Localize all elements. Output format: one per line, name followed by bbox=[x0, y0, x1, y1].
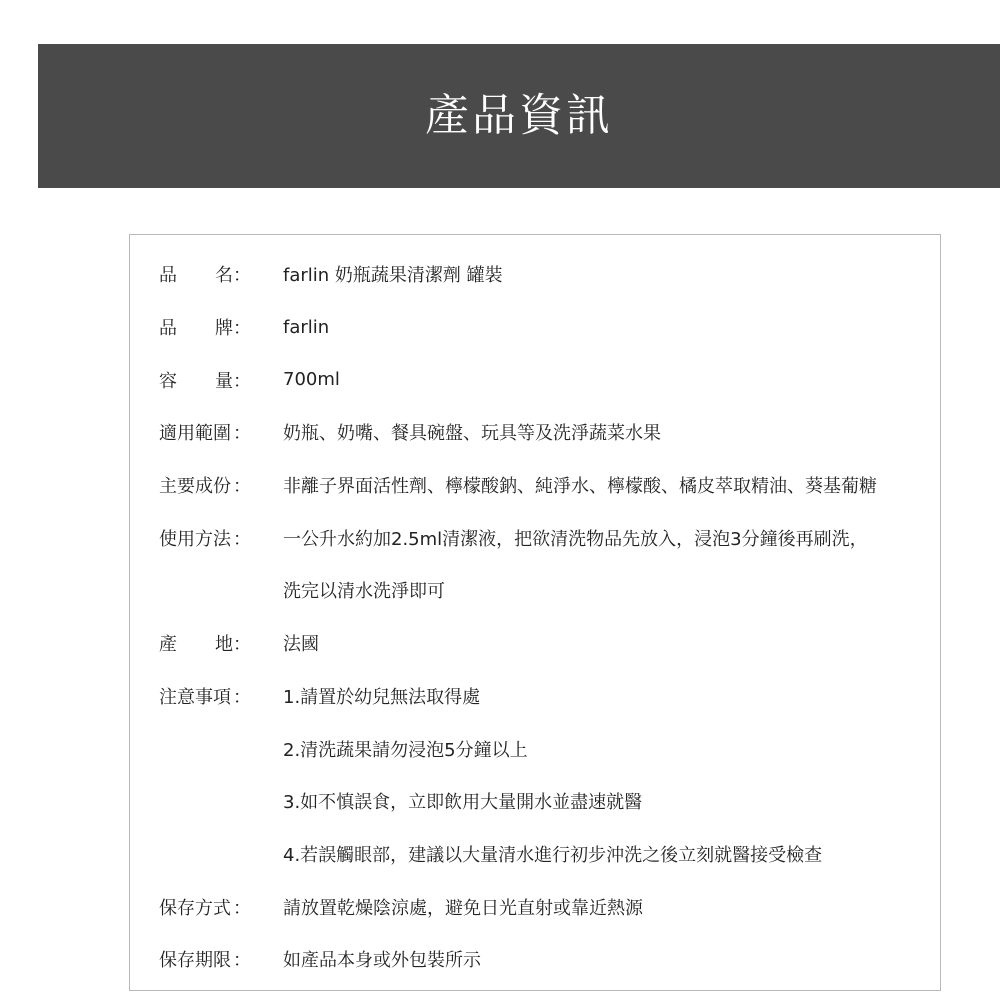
info-label-char: 容 bbox=[159, 370, 177, 392]
info-value: 3.如不慎誤食，立即飲用大量開水並盡速就醫 bbox=[283, 792, 643, 814]
product-info-table bbox=[129, 234, 941, 991]
info-label-char: 適用範圍 bbox=[159, 423, 231, 445]
info-label bbox=[159, 683, 251, 709]
info-value: 如產品本身或外包裝所示 bbox=[283, 950, 481, 972]
info-value: farlin 奶瓶蔬果清潔劑 罐裝 bbox=[283, 265, 503, 287]
info-label-text bbox=[159, 525, 233, 551]
info-label-char: 牌 bbox=[215, 318, 233, 340]
info-value: 非離子界面活性劑、檸檬酸鈉、純淨水、檸檬酸、橘皮萃取精油、葵基葡糖 bbox=[283, 476, 877, 498]
info-row bbox=[130, 880, 940, 933]
info-label-colon: ： bbox=[233, 528, 251, 550]
info-label-colon: ： bbox=[233, 476, 251, 498]
info-value: 一公升水約加2.5ml清潔液，把欲清洗物品先放入，浸泡3分鐘後再刷洗， bbox=[283, 528, 868, 550]
info-value: 法國 bbox=[283, 634, 319, 656]
info-row bbox=[130, 353, 940, 406]
info-label-char: 品 bbox=[159, 265, 177, 287]
info-row bbox=[130, 511, 940, 564]
info-label-char: 地 bbox=[215, 634, 233, 656]
info-label-text bbox=[159, 630, 233, 656]
info-label bbox=[159, 630, 251, 656]
info-label bbox=[159, 419, 251, 445]
info-label-colon: ： bbox=[233, 897, 251, 919]
info-value: 2.清洗蔬果請勿浸泡5分鐘以上 bbox=[283, 739, 528, 761]
info-label bbox=[159, 525, 251, 551]
info-label-text bbox=[159, 261, 233, 287]
info-label-colon: ： bbox=[233, 370, 251, 392]
info-row bbox=[130, 670, 940, 723]
info-row bbox=[130, 301, 940, 354]
info-label-colon: ： bbox=[233, 423, 251, 445]
info-label-char: 產 bbox=[159, 634, 177, 656]
info-rows bbox=[130, 248, 940, 986]
header-banner bbox=[38, 44, 1000, 188]
info-label bbox=[159, 261, 251, 287]
info-row bbox=[130, 722, 940, 775]
info-label-colon: ： bbox=[233, 950, 251, 972]
info-row bbox=[130, 248, 940, 301]
info-label bbox=[159, 367, 251, 393]
info-label-char: 注意事項 bbox=[159, 686, 231, 708]
info-label-text bbox=[159, 946, 233, 972]
info-row bbox=[130, 459, 940, 512]
info-label-text bbox=[159, 367, 233, 393]
info-label bbox=[159, 314, 251, 340]
info-label-text bbox=[159, 419, 233, 445]
info-value: 請放置乾燥陰涼處，避免日光直射或靠近熱源 bbox=[283, 897, 643, 919]
info-label-char: 主要成份 bbox=[159, 476, 231, 498]
info-value: 700ml bbox=[283, 369, 340, 391]
info-label-char: 保存期限 bbox=[159, 950, 231, 972]
info-row bbox=[130, 775, 940, 828]
info-label-colon: ： bbox=[233, 265, 251, 287]
info-label bbox=[159, 946, 251, 972]
info-label bbox=[159, 472, 251, 498]
info-row bbox=[130, 617, 940, 670]
info-row bbox=[130, 406, 940, 459]
info-label-colon: ： bbox=[233, 686, 251, 708]
info-label-colon: ： bbox=[233, 318, 251, 340]
info-label-char: 名 bbox=[215, 265, 233, 287]
info-label-text bbox=[159, 894, 233, 920]
info-value: 1.請置於幼兒無法取得處 bbox=[283, 686, 481, 708]
info-value: 奶瓶、奶嘴、餐具碗盤、玩具等及洗淨蔬菜水果 bbox=[283, 423, 661, 445]
info-label bbox=[159, 894, 251, 920]
info-label-text bbox=[159, 683, 233, 709]
info-label-char: 保存方式 bbox=[159, 897, 231, 919]
page-title: 產品資訊 bbox=[425, 90, 613, 141]
info-row bbox=[130, 564, 940, 617]
info-row bbox=[130, 933, 940, 986]
info-label-char: 品 bbox=[159, 318, 177, 340]
info-label-text bbox=[159, 314, 233, 340]
info-value: 洗完以清水洗淨即可 bbox=[283, 581, 445, 603]
info-value: 4.若誤觸眼部，建議以大量清水進行初步沖洗之後立刻就醫接受檢查 bbox=[283, 844, 823, 866]
info-value: farlin bbox=[283, 316, 330, 338]
info-row bbox=[130, 828, 940, 881]
info-label-char: 量 bbox=[215, 370, 233, 392]
info-label-char: 使用方法 bbox=[159, 528, 231, 550]
info-label-colon: ： bbox=[233, 634, 251, 656]
info-label-text bbox=[159, 472, 233, 498]
